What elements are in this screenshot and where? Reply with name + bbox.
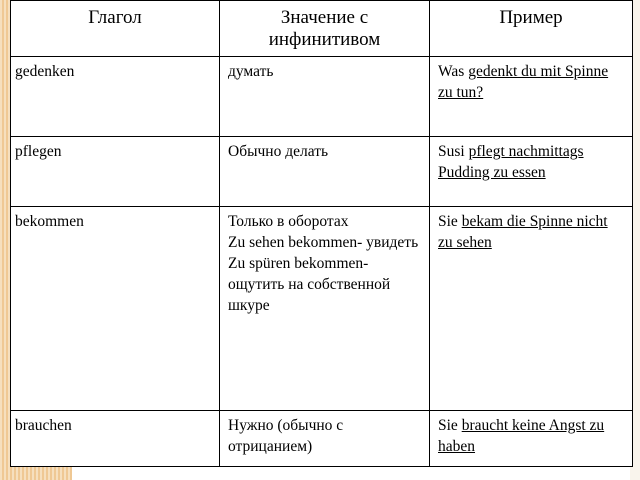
example-phrase: braucht keine Angst zu haben [438, 417, 605, 455]
header-example [430, 1, 633, 57]
table-row [11, 57, 633, 137]
header-example-label: Пример [499, 7, 563, 28]
verbs-table [10, 0, 633, 467]
table-row [11, 411, 633, 467]
table-row [11, 137, 633, 207]
meaning-text [220, 137, 429, 162]
meaning-cell [220, 57, 430, 137]
example-prefix: Was [438, 63, 465, 80]
meaning-line: Zu spüren bekommen- ощутить на собственной шкуре [228, 255, 391, 314]
example-phrase: gedenkt du mit Spinne zu tun? [438, 63, 609, 101]
example-text [430, 411, 632, 457]
verb-text: brauchen [15, 417, 72, 434]
example-cell [430, 207, 633, 411]
example-phrase: pflegt nachmittags Pudding zu essen [438, 143, 584, 181]
example-cell [430, 411, 633, 467]
verb-cell [11, 411, 220, 467]
example-cell [430, 137, 633, 207]
example-text [430, 207, 632, 253]
verb-text: bekommen [15, 213, 84, 230]
meaning-line: думать [228, 63, 274, 80]
header-verb-label: Глагол [88, 7, 142, 28]
example-prefix: Sie [438, 417, 458, 434]
verb-cell [11, 57, 220, 137]
header-meaning-label: Значение с инфинитивом [268, 7, 381, 50]
meaning-cell [220, 207, 430, 411]
header-meaning [220, 1, 430, 57]
meaning-text [220, 411, 429, 457]
example-prefix: Susi [438, 143, 465, 160]
verb-text: gedenken [15, 63, 75, 80]
example-prefix: Sie [438, 213, 458, 230]
example-text [430, 57, 632, 103]
meaning-line: Обычно делать [228, 143, 329, 160]
table-row [11, 207, 633, 411]
meaning-text [220, 57, 429, 82]
meaning-cell [220, 137, 430, 207]
verb-cell [11, 137, 220, 207]
header-verb [11, 1, 220, 57]
verb-cell [11, 207, 220, 411]
verb-text: pflegen [15, 143, 62, 160]
example-phrase: bekam die Spinne nicht zu sehen [438, 213, 608, 251]
meaning-cell [220, 411, 430, 467]
example-text [430, 137, 632, 183]
meaning-line: Нужно (обычно с отрицанием) [228, 417, 344, 455]
meaning-line: Только в оборотах [228, 213, 349, 230]
meaning-line: Zu sehen bekommen- увидеть [228, 234, 419, 251]
example-cell [430, 57, 633, 137]
table-header-row [11, 1, 633, 57]
meaning-text [220, 207, 429, 316]
